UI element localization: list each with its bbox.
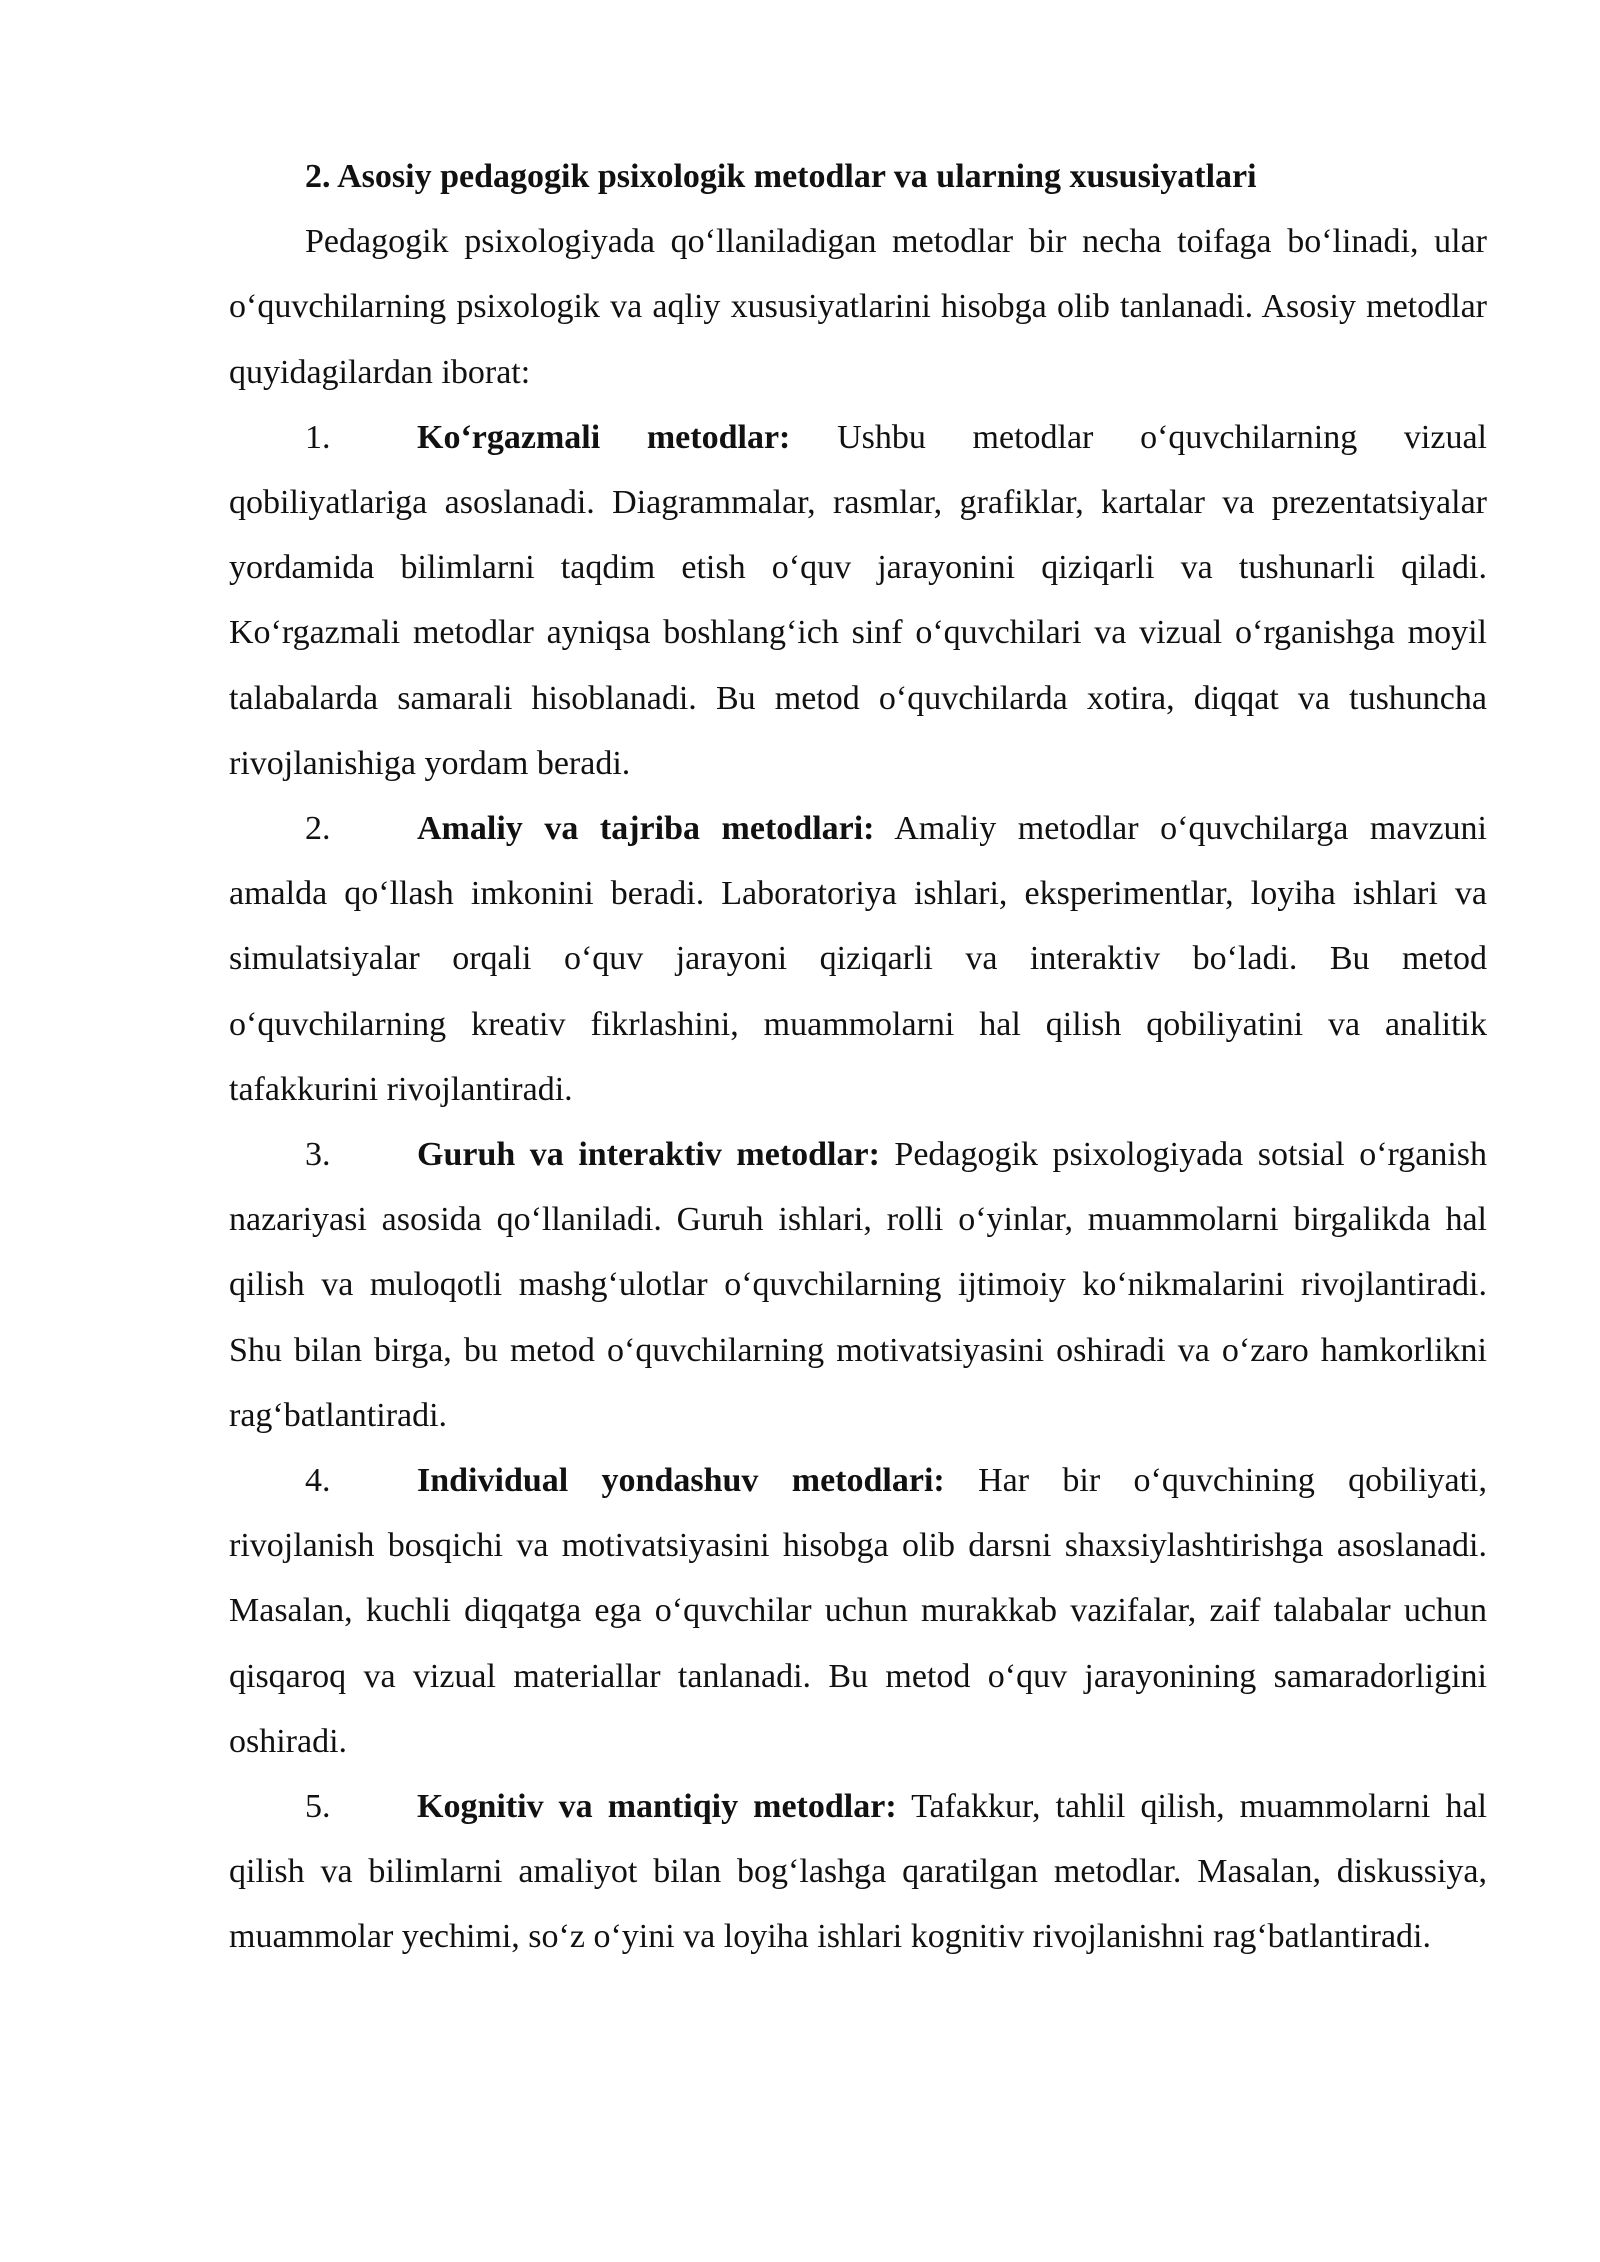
section-heading: 2. Asosiy pedagogik psixologik metodlar va ularning xususiyatlari [305, 158, 1257, 195]
list-item-number: 4. [305, 1462, 331, 1500]
list-item-number: 5. [305, 1788, 331, 1826]
list-item-term: Kognitiv va mantiqiy metodlar: [417, 1788, 897, 1826]
list-item-term: Individual yondashuv metodlari: [417, 1462, 945, 1500]
document-body [229, 144, 1487, 1970]
list-item-term: Amaliy va tajriba metodlari: [417, 810, 875, 848]
list-item-text: Pedagogik psixologiyada sotsial o‘rganish nazariyasi asosida qo‘llaniladi. Guruh ishlari, rolli o‘yinlar, muammolarni birgalikda hal qilish va muloqotli mashg‘ulotlar o‘quvchilarning ijtimoiy ko‘nikmalarini rivojlantiradi. Shu bilan birga, bu metod o‘quvchilarning motivatsiyasini oshiradi va o‘zaro hamkorlikni rag‘batlantiradi. [229, 1136, 1488, 1434]
list-item-number: 1. [305, 418, 331, 456]
list-item [229, 405, 1487, 796]
list-item [229, 796, 1487, 1122]
list-item [229, 1122, 1487, 1448]
intro-paragraph: Pedagogik psixologiyada qo‘llaniladigan metodlar bir necha toifaga bo‘linadi, ular o‘quvchilarning psixologik va aqliy xususiyatlarini hisobga olib tanlanadi. Asosiy metodlar quyidagilardan iborat: [229, 223, 1487, 391]
list-item-text: Har bir o‘quvchining qobiliyati, rivojlanish bosqichi va motivatsiyasini hisobga olib darsni shaxsiylashtirishga asoslanadi. Masalan, kuchli diqqatga ega o‘quvchilar uchun murakkab vazifalar, zaif talabalar uchun qisqaroq va vizual materiallar tanlanadi. Bu metod o‘quv jarayonining samaradorligini oshiradi. [229, 1462, 1487, 1760]
list-item [229, 1774, 1487, 1970]
list-item [229, 1448, 1487, 1774]
list-item-term: Guruh va interaktiv metodlar: [417, 1136, 880, 1174]
list-item-number: 2. [305, 810, 331, 848]
list-item-text: Ushbu metodlar o‘quvchilarning vizual qobiliyatlariga asoslanadi. Diagrammalar, rasmlar, grafiklar, kartalar va prezentatsiyalar yordamida bilimlarni taqdim etish o‘quv jarayonini qiziqarli va tushunarli qiladi. Ko‘rgazmali metodlar ayniqsa boshlang‘ich sinf o‘quvchilari va vizual o‘rganishga moyil talabalarda samarali hisoblanadi. Bu metod o‘quvchilarda xotira, diqqat va tushuncha rivojlanishiga yordam beradi. [229, 418, 1488, 782]
list-item-term: Ko‘rgazmali metodlar: [417, 418, 791, 456]
list-item-text: Amaliy metodlar o‘quvchilarga mavzuni amalda qo‘llash imkonini beradi. Laboratoriya ishlari, eksperimentlar, loyiha ishlari va simulatsiyalar orqali o‘quv jarayoni qiziqarli va interaktiv bo‘ladi. Bu metod o‘quvchilarning kreativ fikrlashini, muammolarni hal qilish qobiliyatini va analitik tafakkurini rivojlantiradi. [229, 810, 1487, 1108]
list-item-number: 3. [305, 1136, 331, 1174]
list-item-text: Tafakkur, tahlil qilish, muammolarni hal qilish va bilimlarni amaliyot bilan bog‘lashga qaratilgan metodlar. Masalan, diskussiya, muammolar yechimi, so‘z o‘yini va loyiha ishlari kognitiv rivojlanishni rag‘batlantiradi. [229, 1788, 1487, 1956]
